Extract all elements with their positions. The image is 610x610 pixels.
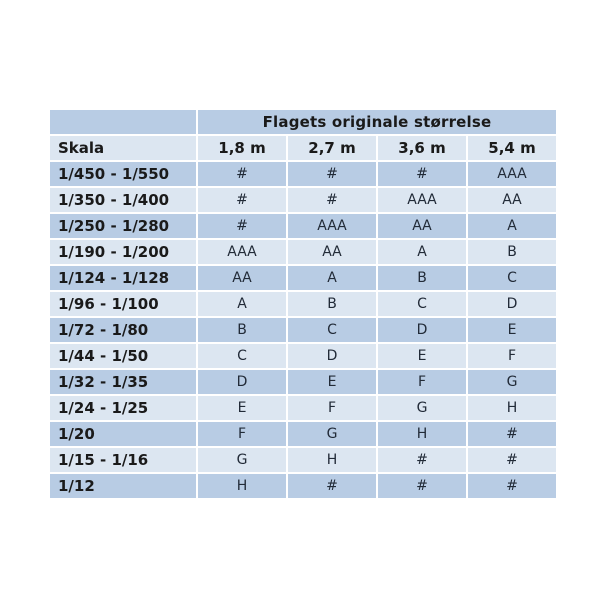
value-cell: C [378, 292, 466, 316]
value-cell: E [198, 396, 286, 420]
value-cell: A [468, 214, 556, 238]
value-cell: # [378, 448, 466, 472]
skala-header: Skala [50, 136, 196, 160]
flag-size-table [48, 108, 558, 500]
table-row [50, 474, 556, 498]
value-cell: # [198, 162, 286, 186]
table-title-row [50, 110, 556, 134]
table-body [50, 162, 556, 498]
size-header-5-4m: 5,4 m [468, 136, 556, 160]
value-cell: AA [198, 266, 286, 290]
table-row [50, 422, 556, 446]
table-row [50, 344, 556, 368]
skala-cell: 1/12 [50, 474, 196, 498]
value-cell: C [288, 318, 376, 342]
value-cell: H [288, 448, 376, 472]
value-cell: A [378, 240, 466, 264]
table-row [50, 162, 556, 186]
table-row [50, 240, 556, 264]
value-cell: AA [288, 240, 376, 264]
value-cell: D [378, 318, 466, 342]
value-cell: # [468, 448, 556, 472]
value-cell: E [378, 344, 466, 368]
corner-cell [50, 110, 196, 134]
skala-cell: 1/15 - 1/16 [50, 448, 196, 472]
skala-cell: 1/20 [50, 422, 196, 446]
skala-cell: 1/24 - 1/25 [50, 396, 196, 420]
value-cell: C [198, 344, 286, 368]
value-cell: H [378, 422, 466, 446]
value-cell: AA [378, 214, 466, 238]
value-cell: # [288, 188, 376, 212]
value-cell: D [468, 292, 556, 316]
value-cell: # [288, 474, 376, 498]
value-cell: D [288, 344, 376, 368]
size-header-3-6m: 3,6 m [378, 136, 466, 160]
skala-cell: 1/450 - 1/550 [50, 162, 196, 186]
value-cell: # [468, 422, 556, 446]
value-cell: # [288, 162, 376, 186]
size-header-1-8m: 1,8 m [198, 136, 286, 160]
table-row [50, 292, 556, 316]
value-cell: B [468, 240, 556, 264]
value-cell: B [288, 292, 376, 316]
skala-cell: 1/124 - 1/128 [50, 266, 196, 290]
value-cell: G [198, 448, 286, 472]
value-cell: F [468, 344, 556, 368]
value-cell: # [468, 474, 556, 498]
value-cell: G [288, 422, 376, 446]
value-cell: # [378, 474, 466, 498]
value-cell: AAA [288, 214, 376, 238]
skala-cell: 1/250 - 1/280 [50, 214, 196, 238]
value-cell: G [378, 396, 466, 420]
value-cell: A [198, 292, 286, 316]
table-row [50, 266, 556, 290]
table-row [50, 370, 556, 394]
value-cell: B [378, 266, 466, 290]
table-row [50, 188, 556, 212]
value-cell: C [468, 266, 556, 290]
value-cell: AAA [198, 240, 286, 264]
value-cell: AAA [378, 188, 466, 212]
value-cell: D [198, 370, 286, 394]
value-cell: E [468, 318, 556, 342]
skala-cell: 1/96 - 1/100 [50, 292, 196, 316]
skala-cell: 1/44 - 1/50 [50, 344, 196, 368]
value-cell: A [288, 266, 376, 290]
column-header-row [50, 136, 556, 160]
value-cell: B [198, 318, 286, 342]
skala-cell: 1/350 - 1/400 [50, 188, 196, 212]
value-cell: E [288, 370, 376, 394]
table-row [50, 214, 556, 238]
skala-cell: 1/190 - 1/200 [50, 240, 196, 264]
skala-cell: 1/72 - 1/80 [50, 318, 196, 342]
value-cell: # [198, 188, 286, 212]
value-cell: # [378, 162, 466, 186]
value-cell: F [288, 396, 376, 420]
value-cell: AA [468, 188, 556, 212]
value-cell: H [198, 474, 286, 498]
value-cell: F [198, 422, 286, 446]
table-row [50, 448, 556, 472]
table-row [50, 396, 556, 420]
value-cell: # [198, 214, 286, 238]
value-cell: H [468, 396, 556, 420]
table-row [50, 318, 556, 342]
value-cell: G [468, 370, 556, 394]
value-cell: F [378, 370, 466, 394]
size-header-2-7m: 2,7 m [288, 136, 376, 160]
skala-cell: 1/32 - 1/35 [50, 370, 196, 394]
value-cell: AAA [468, 162, 556, 186]
table-title: Flagets originale størrelse [198, 110, 556, 134]
